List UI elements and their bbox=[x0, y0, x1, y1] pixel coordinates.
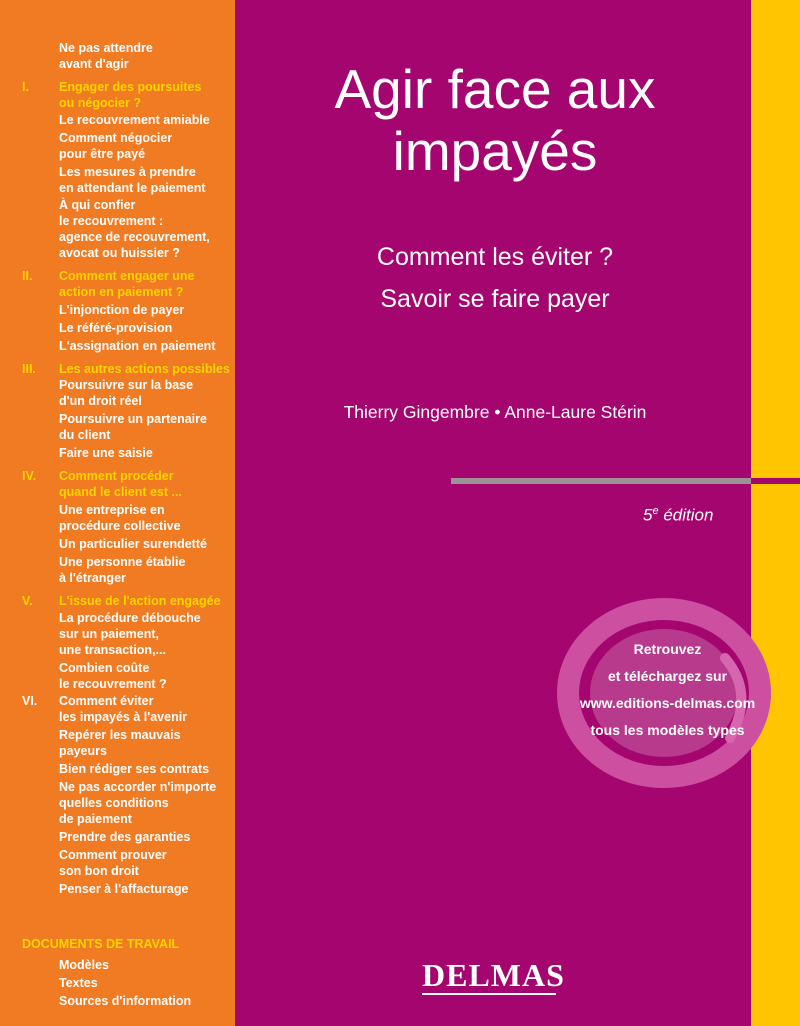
documents-item: Sources d'information bbox=[59, 994, 192, 1008]
toc-item: quelles conditions bbox=[59, 796, 169, 810]
toc-item: avocat ou huissier ? bbox=[59, 246, 180, 260]
toc-item: une transaction,... bbox=[59, 643, 166, 657]
toc-item: agence de recouvrement, bbox=[59, 230, 210, 244]
toc-item: sur un paiement, bbox=[59, 627, 160, 641]
edition-text: édition bbox=[658, 505, 714, 525]
toc-item: Prendre des garanties bbox=[59, 830, 191, 844]
toc-item: Une personne établie bbox=[59, 555, 186, 569]
toc-item: du client bbox=[59, 428, 111, 442]
documents-item: Textes bbox=[59, 976, 98, 990]
toc-item: Un particulier surendetté bbox=[59, 537, 207, 551]
toc-section-title: les impayés à l'avenir bbox=[59, 710, 188, 724]
toc-section-title: Comment procéder bbox=[59, 469, 174, 483]
toc-item: Repérer les mauvais bbox=[59, 728, 181, 742]
toc-section-number: V. bbox=[22, 594, 33, 608]
title-line: Agir face aux bbox=[334, 58, 656, 120]
toc-section-number: IV. bbox=[22, 469, 37, 483]
download-promo bbox=[560, 636, 775, 744]
toc-item: le recouvrement ? bbox=[59, 677, 167, 691]
toc-intro-line: avant d'agir bbox=[59, 57, 129, 71]
toc-section-title: action en paiement ? bbox=[59, 285, 184, 299]
book-title bbox=[240, 58, 750, 182]
toc-item: Combien coûte bbox=[59, 661, 150, 675]
toc-item: Le référé-provision bbox=[59, 321, 173, 335]
toc-item: en attendant le paiement bbox=[59, 181, 206, 195]
subtitle-line: Comment les éviter ? bbox=[376, 243, 614, 271]
toc-item: L'injonction de payer bbox=[59, 303, 185, 317]
subtitle-line: Savoir se faire payer bbox=[380, 285, 610, 313]
toc-item: à l'étranger bbox=[59, 571, 126, 585]
toc-section-title: Engager des poursuites bbox=[59, 80, 202, 94]
toc-item: payeurs bbox=[59, 744, 107, 758]
toc-item: de paiement bbox=[59, 812, 132, 826]
toc-item: Poursuivre un partenaire bbox=[59, 412, 207, 426]
toc-item: À qui confier bbox=[59, 198, 136, 212]
toc-section-title: Comment éviter bbox=[59, 694, 154, 708]
table-of-contents bbox=[0, 0, 235, 1026]
toc-section-number: III. bbox=[22, 362, 36, 376]
edition-label bbox=[643, 505, 713, 526]
toc-item: Comment négocier bbox=[59, 131, 173, 145]
toc-item: Bien rédiger ses contrats bbox=[59, 762, 210, 776]
toc-item: L'assignation en paiement bbox=[59, 339, 216, 353]
toc-item: Poursuivre sur la base bbox=[59, 378, 194, 392]
toc-item: pour être payé bbox=[59, 147, 146, 161]
toc-item: La procédure débouche bbox=[59, 611, 201, 625]
toc-section-title: quand le client est ... bbox=[59, 485, 182, 499]
publisher-underline bbox=[422, 993, 556, 995]
title-line: impayés bbox=[392, 120, 598, 182]
publisher-logo: DELMAS bbox=[422, 957, 565, 993]
documents-heading: DOCUMENTS DE TRAVAIL bbox=[22, 937, 180, 951]
toc-item: procédure collective bbox=[59, 519, 181, 533]
toc-item: son bon droit bbox=[59, 864, 139, 878]
documents-item: Modèles bbox=[59, 958, 110, 972]
toc-section-number: I. bbox=[22, 80, 29, 94]
toc-section-number: VI. bbox=[22, 694, 38, 708]
toc-item: le recouvrement : bbox=[59, 214, 164, 228]
toc-section-title: Les autres actions possibles bbox=[59, 362, 230, 376]
edition-superscript: e bbox=[652, 505, 659, 517]
divider-rule bbox=[451, 478, 751, 484]
toc-intro-line: Ne pas attendre bbox=[59, 41, 153, 55]
toc-item: d'un droit réel bbox=[59, 394, 142, 408]
toc-item: Ne pas accorder n'importe bbox=[59, 780, 217, 794]
promo-line: et téléchargez sur bbox=[607, 668, 728, 684]
promo-line: Retrouvez bbox=[633, 641, 702, 657]
toc-section-title: L'issue de l'action engagée bbox=[59, 594, 221, 608]
edition-number: 5 bbox=[643, 505, 653, 525]
divider-rule-accent bbox=[751, 478, 800, 484]
toc-section-title: ou négocier ? bbox=[59, 96, 141, 110]
toc-item: Le recouvrement amiable bbox=[59, 113, 210, 127]
yellow-side-band bbox=[751, 0, 800, 1026]
toc-section-title: Comment engager une bbox=[59, 269, 195, 283]
toc-item: Faire une saisie bbox=[59, 446, 153, 460]
toc-item: Penser à l'affacturage bbox=[59, 882, 189, 896]
promo-url[interactable]: www.editions-delmas.com bbox=[579, 695, 756, 711]
promo-line: tous les modèles types bbox=[590, 722, 745, 738]
toc-item: Les mesures à prendre bbox=[59, 165, 196, 179]
toc-item: Une entreprise en bbox=[59, 503, 165, 517]
authors: Thierry Gingembre • Anne-Laure Stérin bbox=[343, 402, 647, 422]
toc-section-number: II. bbox=[22, 269, 33, 283]
toc-item: Comment prouver bbox=[59, 848, 167, 862]
